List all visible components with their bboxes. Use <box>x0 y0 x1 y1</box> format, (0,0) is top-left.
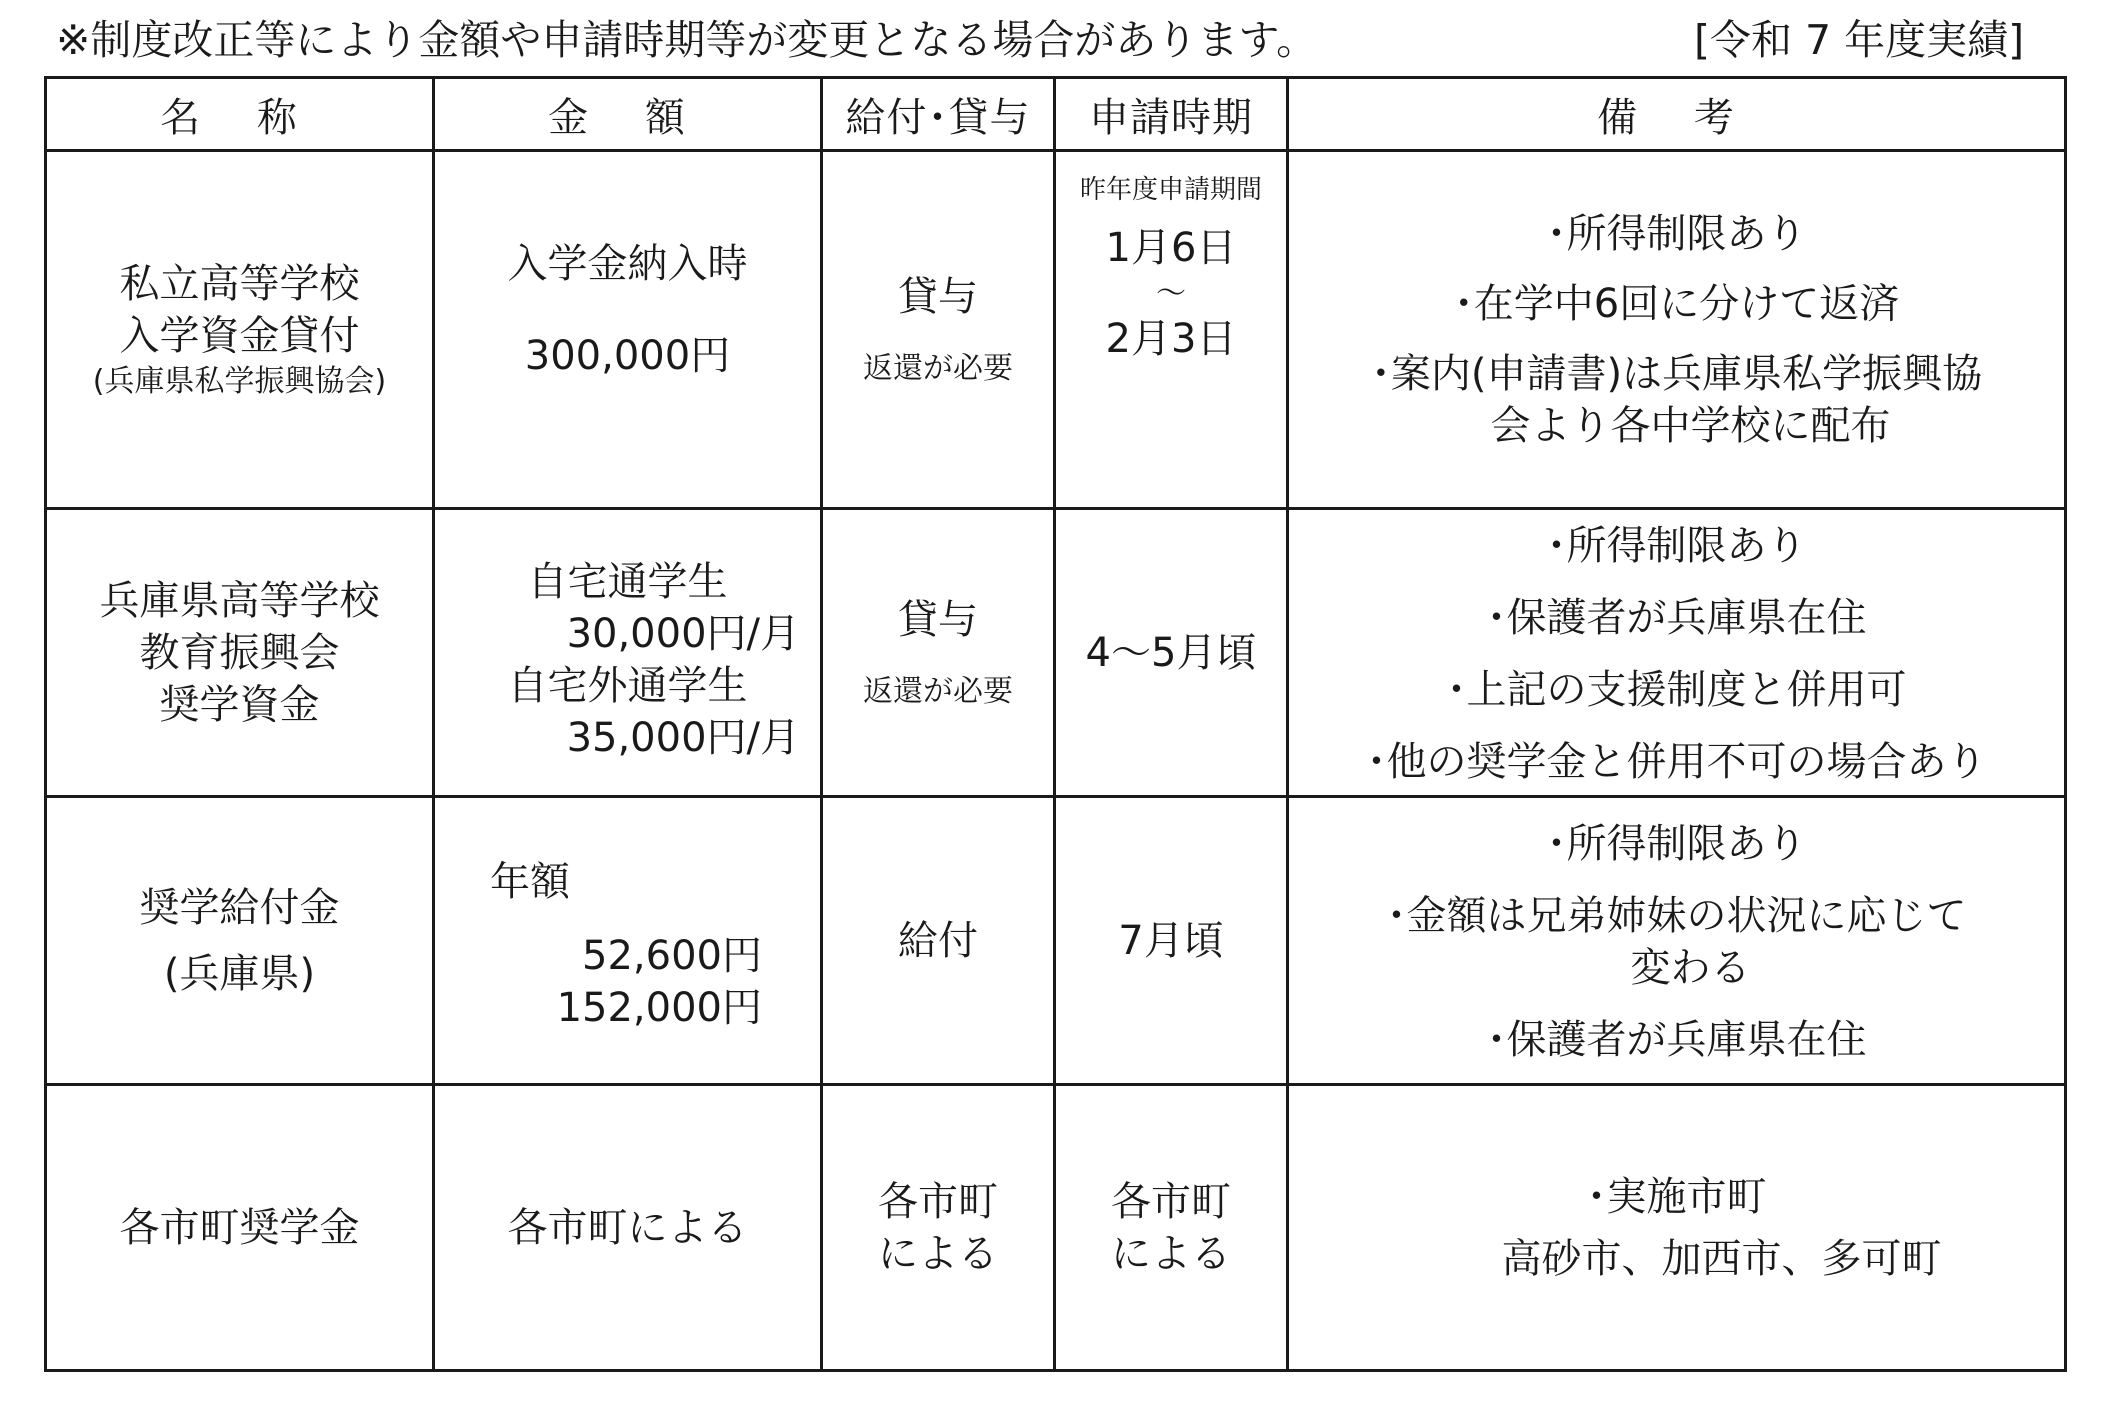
row4-amount: 各市町による <box>507 1204 748 1251</box>
row4-notes-cell <box>1288 1085 2066 1371</box>
header-period: 申請時期 <box>1055 78 1288 151</box>
row4-type-line: 各市町 <box>878 1178 998 1225</box>
header-type: 給付･貸与 <box>822 78 1055 151</box>
note-item: ･実施市町 <box>1586 1173 1767 1220</box>
row4-period-line: 各市町 <box>1111 1178 1231 1225</box>
note-item: ･保護者が兵庫県在住 <box>1486 1016 1867 1063</box>
row3-period: 7月頃 <box>1118 917 1224 964</box>
note-item: ･所得制限あり <box>1546 522 1807 569</box>
row4-type-line: による <box>878 1230 998 1277</box>
row4-name-cell <box>46 1085 434 1371</box>
row3-name-cell <box>46 797 434 1085</box>
fiscal-year-label: [令和 7 年度実績] <box>1694 16 2025 64</box>
row1-period-cell <box>1055 151 1288 509</box>
row2-amount-value: 35,000円/月 <box>566 714 800 761</box>
row2-type-cell <box>822 509 1055 797</box>
note-item: ･金額は兄弟姉妹の状況に応じて <box>1386 892 1967 939</box>
row1-period-sub: 昨年度申請期間 <box>1079 175 1262 205</box>
row2-type: 貸与 <box>898 597 978 643</box>
row3-name-line: (兵庫県) <box>163 950 316 997</box>
row1-period-line: 2月3日 <box>1105 315 1237 362</box>
row3-amount-cell <box>434 797 822 1085</box>
row2-notes-cell <box>1288 509 2066 797</box>
row4-period-cell <box>1055 1085 1288 1371</box>
table-row <box>46 1085 2066 1371</box>
row2-period: 4〜5月頃 <box>1085 629 1257 676</box>
row2-name-line: 奨学資金 <box>159 681 320 728</box>
row3-amount-value: 152,000円 <box>556 984 762 1031</box>
row1-name-line: 入学資金貸付 <box>119 313 360 359</box>
row3-amount-value: 52,600円 <box>582 932 762 979</box>
row3-type: 給付 <box>898 917 978 964</box>
row1-name-cell <box>46 151 434 509</box>
header-name: 名 称 <box>46 78 434 151</box>
table-row <box>46 151 2066 509</box>
note-item: ･所得制限あり <box>1546 820 1807 867</box>
row1-name-line: 私立高等学校 <box>119 261 360 307</box>
row1-notes-cell <box>1288 151 2066 509</box>
note-item: ･在学中6回に分けて返済 <box>1453 280 1900 327</box>
row1-type-cell <box>822 151 1055 509</box>
scholarship-table <box>44 76 2067 1372</box>
row1-period-line: 〜 <box>1156 275 1186 311</box>
row2-name-cell <box>46 509 434 797</box>
note-item: ･所得制限あり <box>1546 210 1807 257</box>
row2-period-cell <box>1055 509 1288 797</box>
note-item: ･上記の支援制度と併用可 <box>1446 666 1907 713</box>
row2-amount-label: 自宅通学生 <box>527 558 728 605</box>
row4-type-cell <box>822 1085 1055 1371</box>
note-item: ･保護者が兵庫県在住 <box>1486 594 1867 641</box>
row2-amount-label: 自宅外通学生 <box>507 662 748 709</box>
note-item: ･他の奨学金と併用不可の場合あり <box>1366 738 1987 785</box>
row2-name-line: 教育振興会 <box>139 629 340 676</box>
row3-period-cell <box>1055 797 1288 1085</box>
header-notes: 備 考 <box>1288 78 2066 151</box>
row1-name-sub: (兵庫県私学振興協会) <box>92 364 387 399</box>
row3-notes-cell <box>1288 797 2066 1085</box>
header-amount: 金 額 <box>434 78 822 151</box>
row1-amount-line: 入学金納入時 <box>507 241 748 287</box>
row1-type-sub: 返還が必要 <box>863 351 1013 386</box>
row2-name-line: 兵庫県高等学校 <box>99 577 380 624</box>
row1-amount-cell <box>434 151 822 509</box>
row3-type-cell <box>822 797 1055 1085</box>
row2-type-sub: 返還が必要 <box>863 674 1013 709</box>
row4-period-line: による <box>1111 1230 1231 1277</box>
notice-text: ※制度改正等により金額や申請時期等が変更となる場合があります。 <box>56 16 1318 64</box>
row1-period-line: 1月6日 <box>1105 224 1237 271</box>
row2-amount-cell <box>434 509 822 797</box>
note-item: ･案内(申請書)は兵庫県私学振興協 <box>1370 350 1983 397</box>
row1-amount-value: 300,000円 <box>524 333 731 379</box>
row4-amount-cell <box>434 1085 822 1371</box>
header-row <box>46 78 2066 151</box>
note-continuation: 会より各中学校に配布 <box>1490 402 1891 449</box>
note-continuation: 高砂市、加西市、多可町 <box>1501 1235 1942 1282</box>
row3-amount-label: 年額 <box>490 858 570 905</box>
row4-name: 各市町奨学金 <box>119 1204 360 1251</box>
note-continuation: 変わる <box>1630 944 1751 991</box>
row2-amount-value: 30,000円/月 <box>566 610 800 657</box>
row3-name-line: 奨学給付金 <box>139 884 340 931</box>
row1-type: 貸与 <box>898 274 978 320</box>
table-row <box>46 509 2066 797</box>
table-row <box>46 797 2066 1085</box>
